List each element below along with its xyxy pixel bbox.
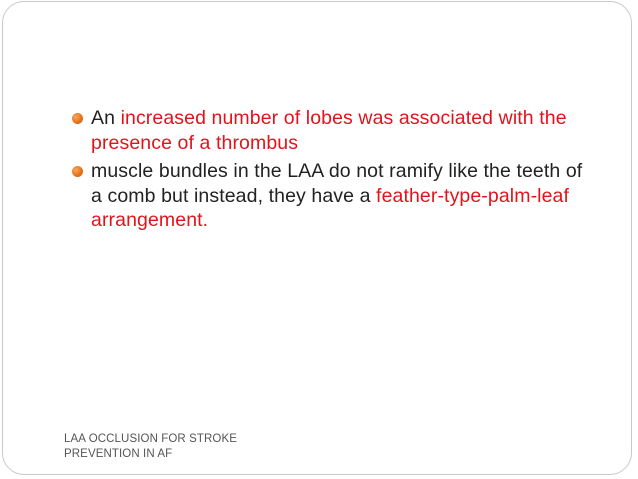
slide-footer <box>64 432 304 462</box>
slide-frame <box>2 1 632 475</box>
bullet-text-plain: An <box>91 107 121 129</box>
bullet-text-highlight: feather-type-palm-leaf arrangement. <box>91 184 570 231</box>
bullet-text-highlight: increased number of lobes was associated with the presence of a thrombus <box>91 107 567 154</box>
bullet-item-muscle-bundles <box>72 159 597 233</box>
bullet-dot-icon <box>72 166 83 177</box>
slide-content <box>72 106 597 237</box>
bullet-dot-icon <box>72 113 83 124</box>
footer-line-1: LAA OCCLUSION FOR STROKE <box>64 433 238 445</box>
bullet-item-lobes <box>72 106 597 155</box>
bullet-text-plain: muscle bundles in the LAA do not ramify like the teeth of a comb but instead, they have a <box>91 160 583 207</box>
footer-line-2: PREVENTION IN AF <box>64 448 173 460</box>
